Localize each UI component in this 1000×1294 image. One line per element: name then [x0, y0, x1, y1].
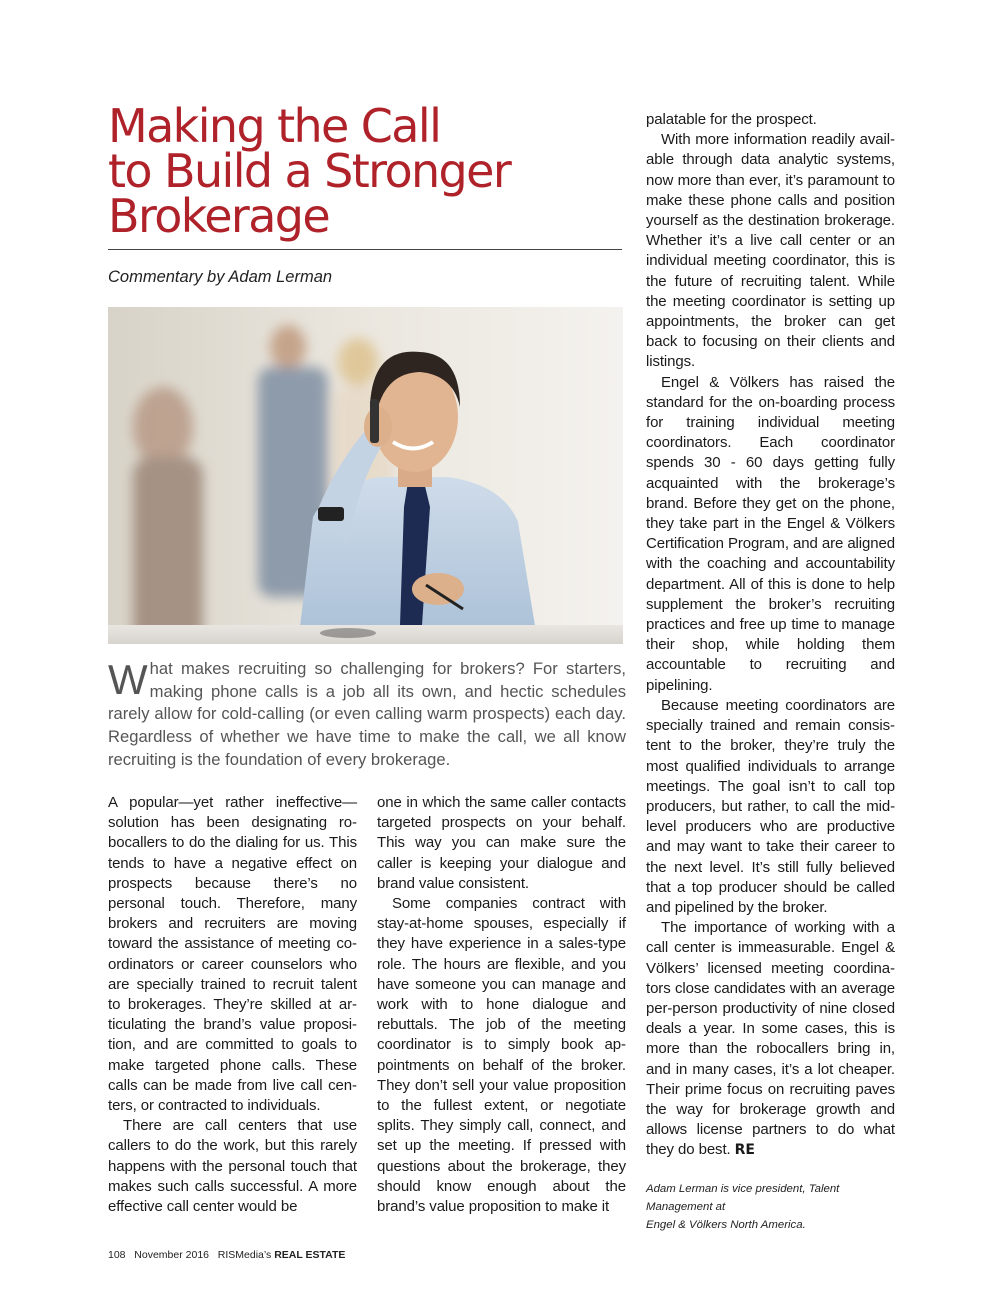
paragraph-text: The importance of working with a call center is immeasurable. Engel & Völkers’ licensed meeting coordinators close candidates with an average per-person productivity of nine closed deals a year. In some cases, this is more than the robocallers bring in, and in many cases, it’s a lot cheaper. Their prime focus on recruiting paves the way for brokerage growth and allows license partners to do what they do best. — [646, 919, 895, 1159]
intro-text: hat makes recruiting so challenging for brokers? For starters, making phone calls is a job all its own, and hectic schedules rarely allow for cold-calling (or even calling warm prospects) each day. Regardless of whether we have time to make the call, we all know recruiting is the foundation of every brokerage. — [108, 659, 626, 769]
paragraph: There are call centers that use callers to do the work, but this rarely happens with the personal touch that makes such calls successful. A more effective call center would be — [108, 1117, 357, 1216]
title-line: Making the Call — [108, 99, 441, 153]
title-line: to Build a Stronger — [108, 144, 511, 198]
photo-businessman-on-phone-icon — [108, 307, 623, 644]
author-bio-line: Adam Lerman is vice president, Talent Management at — [646, 1183, 840, 1213]
publisher-name: RISMedia’s — [217, 1249, 272, 1261]
author-bio-line: Engel & Völkers North America. — [646, 1219, 806, 1231]
title-divider — [108, 249, 622, 250]
paragraph-final — [646, 918, 895, 1160]
paragraph: palatable for the prospect. — [646, 111, 817, 128]
paragraph: one in which the same caller contacts targeted prospects on your behalf. This way you can make sure the caller is keeping your dialogue and brand value consistent. — [377, 794, 626, 892]
drop-cap: W — [108, 656, 148, 703]
paragraph: Because meeting coordinators are specially trained and remain consistent to the broker, they’re truly the most qualified individuals to arrange meetings. The goal isn’t to call top producers, but rather, to call the mid-level producers who are productive and may want to take their career to the next level. It’s still fully believed that a top producer should be called and pipelined by the broker. — [646, 696, 895, 916]
body-column-1 — [108, 793, 357, 1217]
body-column-2 — [377, 793, 626, 1217]
magazine-name: REAL ESTATE — [274, 1249, 346, 1261]
end-mark: RE — [734, 1142, 755, 1159]
issue-date: November 2016 — [134, 1249, 210, 1261]
title-line: Brokerage — [108, 189, 330, 243]
article-title — [108, 99, 628, 243]
page-footer — [108, 1249, 345, 1261]
intro-paragraph — [108, 658, 626, 772]
author-bio — [646, 1180, 896, 1234]
page-number: 108 — [108, 1249, 126, 1261]
body-column-3 — [646, 110, 895, 1161]
paragraph: Engel & Völkers has raised the standard for the on-boarding process for training individual meeting coordinators. Each coordinator spends 30 - 60 days getting fully acquainted with the brokerage’s brand. Before they get on the phone, they take part in the Engel & Völkers Certification Program, and are aligned with the coaching and accountability department. All of this is done to help supplement the broker’s recruiting practices and free up time to manage their shop, while holding them accountable to recruiting and pipelining. — [646, 373, 895, 694]
paragraph: Some companies contract with stay-at-home spouses, especially if they have experience in a sales-type role. The hours are flexible, and you have someone you can manage and work with to hone dialogue and rebuttals. The job of the meeting coordinator is to simply book appointments on behalf of the broker. They don’t sell your value proposition to the fullest extent, or negotiate splits. They simply call, connect, and set up the meeting. If pressed with questions about the brokerage, they should know enough about the brand’s value proposition to make it — [377, 895, 626, 1216]
byline: Commentary by Adam Lerman — [108, 268, 333, 286]
paragraph: With more information readily available through data analytic systems, now more than ever, it’s paramount to make these phone calls and position yourself as the destination brokerage. Whether it’s a live call center or an individual meeting coordinator, this is the future of recruiting talent. While the meeting coordinator is setting up appointments, the broker can get back to focusing on their clients and listings. — [646, 131, 895, 371]
paragraph: A popular—yet rather ineffective—solution has been designating robocallers to do the dialing for us. This tends to have a negative effect on prospects because there’s no personal touch. Therefore, many brokers and recruiters are moving toward the assistance of meeting coordinators or career counselors who are specially trained to recruit talent to brokerages. They’re skilled at articulating the brand’s value proposition, and are committed to goals to make targeted phone calls. These calls can be made from live call centers, or contracted to individuals. — [108, 794, 357, 1115]
